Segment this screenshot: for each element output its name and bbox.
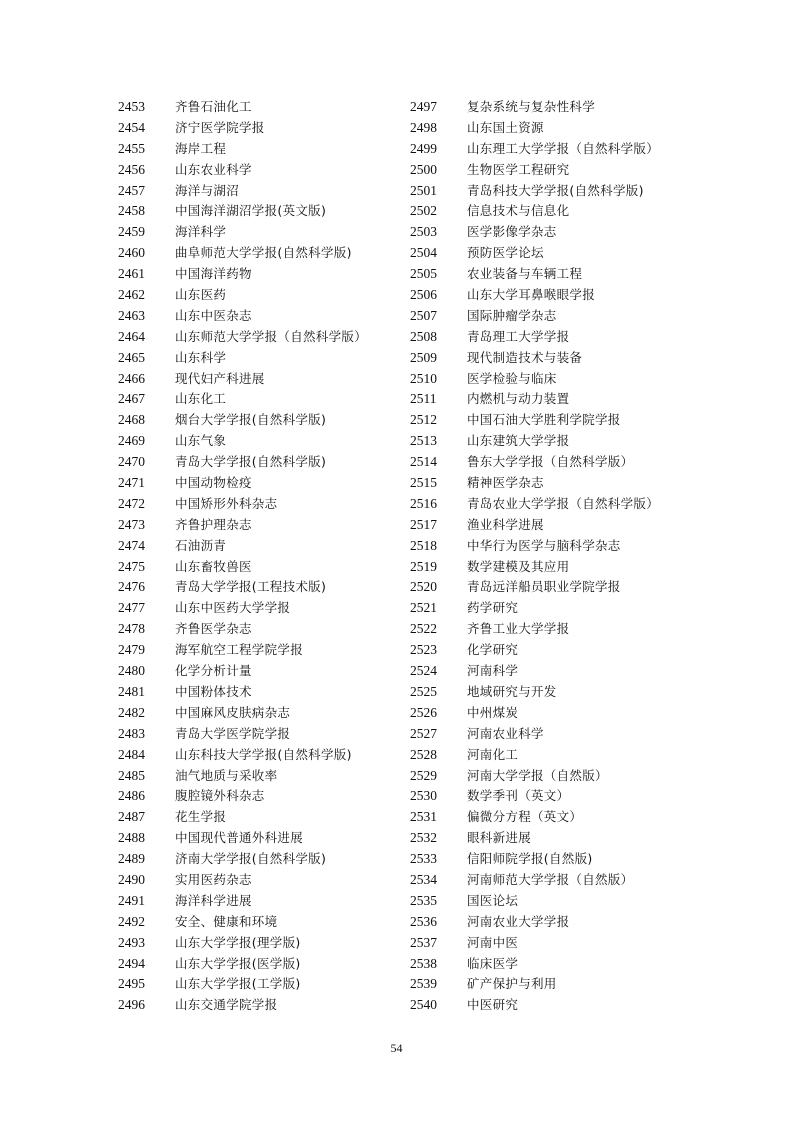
entry-number: 2509 (410, 349, 437, 365)
journal-entry (118, 682, 367, 703)
journal-entry (410, 285, 659, 306)
journal-entry (118, 473, 367, 494)
journal-name: 中国麻风皮肤病杂志 (175, 704, 291, 720)
entry-number: 2512 (410, 412, 437, 428)
journal-name: 山东科学 (175, 349, 227, 365)
journal-name: 数学季刊（英文） (467, 788, 570, 804)
journal-entry (410, 891, 659, 912)
journal-name: 山东中医杂志 (175, 307, 252, 323)
journal-entry (410, 619, 659, 640)
journal-name: 生物医学工程研究 (467, 161, 570, 177)
entry-number: 2495 (118, 976, 145, 992)
journal-name: 青岛科技大学学报(自然科学版) (467, 182, 644, 198)
journal-name: 中医研究 (467, 997, 519, 1013)
journal-name: 河南农业科学 (467, 725, 544, 741)
entry-number: 2473 (118, 516, 145, 532)
journal-entry (118, 160, 367, 181)
entry-number: 2457 (118, 182, 145, 198)
entry-number: 2493 (118, 934, 145, 950)
journal-name: 内燃机与动力装置 (467, 391, 570, 407)
journal-entry (118, 118, 367, 139)
entry-number: 2511 (410, 391, 437, 407)
journal-entry (118, 139, 367, 160)
journal-entry (118, 640, 367, 661)
entry-number: 2540 (410, 997, 437, 1013)
journal-entry (410, 577, 659, 598)
journal-name: 山东国土资源 (467, 119, 544, 135)
journal-entry (118, 995, 367, 1016)
journal-entry (410, 724, 659, 745)
entry-number: 2488 (118, 830, 145, 846)
entry-number: 2458 (118, 203, 145, 219)
journal-name: 青岛大学医学院学报 (175, 725, 291, 741)
entry-number: 2461 (118, 266, 145, 282)
entry-number: 2523 (410, 642, 437, 658)
journal-name: 国医论坛 (467, 892, 519, 908)
journal-name: 山东理工大学学报（自然科学版） (467, 140, 660, 156)
entry-number: 2485 (118, 767, 145, 783)
entry-number: 2490 (118, 871, 145, 887)
journal-name: 齐鲁石油化工 (175, 99, 252, 114)
journal-entry (118, 766, 367, 787)
journal-entry (410, 766, 659, 787)
entry-number: 2535 (410, 892, 437, 908)
entry-number: 2499 (410, 140, 437, 156)
journal-name: 青岛理工大学学报 (467, 328, 570, 344)
journal-name: 河南农业大学学报 (467, 913, 570, 929)
journal-name: 青岛大学学报(工程技术版) (175, 579, 327, 595)
journal-entry (410, 494, 659, 515)
journal-name: 中国动物检疫 (175, 475, 252, 491)
journal-name: 医学检验与临床 (467, 370, 557, 386)
journal-entry (118, 410, 367, 431)
entry-number: 2528 (410, 746, 437, 762)
entry-number: 2492 (118, 913, 145, 929)
entry-number: 2494 (118, 955, 145, 971)
journal-name: 青岛农业大学学报（自然科学版） (467, 495, 660, 511)
journal-entry (410, 933, 659, 954)
entry-number: 2539 (410, 976, 437, 992)
journal-name: 海洋与湖沼 (175, 182, 240, 198)
journal-entry (410, 473, 659, 494)
journal-name: 中国海洋湖沼学报(英文版) (175, 203, 327, 219)
entry-number: 2481 (118, 683, 145, 699)
entry-number: 2486 (118, 788, 145, 804)
journal-entry (410, 974, 659, 995)
journal-name: 齐鲁护理杂志 (175, 516, 252, 532)
entry-number: 2478 (118, 621, 145, 637)
journal-entry (410, 870, 659, 891)
journal-name: 眼科新进展 (467, 830, 532, 846)
journal-name: 地域研究与开发 (467, 683, 557, 699)
entry-number: 2453 (118, 99, 145, 114)
journal-name: 河南科学 (467, 663, 519, 679)
journal-name: 山东大学学报(理学版) (175, 934, 301, 950)
entry-number: 2506 (410, 287, 437, 303)
journal-entry (410, 181, 659, 202)
journal-name: 山东建筑大学学报 (467, 433, 570, 449)
journal-name: 精神医学杂志 (467, 475, 544, 491)
journal-entry (118, 348, 367, 369)
journal-entry (410, 682, 659, 703)
journal-entry (118, 954, 367, 975)
entry-number: 2500 (410, 161, 437, 177)
entry-number: 2527 (410, 725, 437, 741)
entry-number: 2522 (410, 621, 437, 637)
journal-entry (410, 640, 659, 661)
entry-number: 2519 (410, 558, 437, 574)
entry-number: 2516 (410, 495, 437, 511)
journal-entry (118, 431, 367, 452)
journal-name: 中州煤炭 (467, 704, 519, 720)
entry-number: 2480 (118, 663, 145, 679)
journal-name: 中国海洋药物 (175, 266, 252, 282)
entry-number: 2503 (410, 224, 437, 240)
journal-name: 矿产保护与利用 (467, 976, 557, 992)
entry-number: 2498 (410, 119, 437, 135)
journal-name: 现代妇产科进展 (175, 370, 265, 386)
entry-number: 2529 (410, 767, 437, 783)
entry-number: 2462 (118, 287, 145, 303)
entry-number: 2521 (410, 600, 437, 616)
journal-entry (410, 536, 659, 557)
entry-number: 2456 (118, 161, 145, 177)
entry-number: 2477 (118, 600, 145, 616)
journal-entry (118, 557, 367, 578)
entry-number: 2538 (410, 955, 437, 971)
entry-number: 2483 (118, 725, 145, 741)
journal-name: 安全、健康和环境 (175, 913, 278, 929)
journal-entry (118, 661, 367, 682)
journal-entry (118, 285, 367, 306)
journal-name: 中国现代普通外科进展 (175, 830, 304, 846)
entry-number: 2531 (410, 809, 437, 825)
entry-number: 2525 (410, 683, 437, 699)
journal-name: 农业装备与车辆工程 (467, 266, 583, 282)
journal-entry (410, 369, 659, 390)
journal-name: 国际肿瘤学杂志 (467, 307, 557, 323)
journal-name: 中国粉体技术 (175, 683, 252, 699)
entry-number: 2466 (118, 370, 145, 386)
journal-name: 山东农业科学 (175, 161, 252, 177)
journal-entry (118, 703, 367, 724)
journal-entry (118, 452, 367, 473)
journal-name: 临床医学 (467, 955, 519, 971)
journal-entry (410, 807, 659, 828)
entry-number: 2459 (118, 224, 145, 240)
entry-number: 2489 (118, 851, 145, 867)
entry-number: 2472 (118, 495, 145, 511)
journal-entry (410, 849, 659, 870)
entry-number: 2515 (410, 475, 437, 491)
journal-name: 中国石油大学胜利学院学报 (467, 412, 621, 428)
entry-number: 2455 (118, 140, 145, 156)
journal-entry (410, 995, 659, 1016)
journal-name: 中国矫形外科杂志 (175, 495, 278, 511)
entry-number: 2504 (410, 245, 437, 261)
journal-name: 山东化工 (175, 391, 227, 407)
entry-number: 2471 (118, 475, 145, 491)
journal-entry (118, 181, 367, 202)
journal-entry (410, 557, 659, 578)
journal-entry (410, 598, 659, 619)
journal-entry (410, 139, 659, 160)
journal-name: 腹腔镜外科杂志 (175, 788, 265, 804)
journal-name: 山东大学学报(医学版) (175, 955, 301, 971)
journal-name: 济南大学学报(自然科学版) (175, 851, 327, 867)
entry-number: 2536 (410, 913, 437, 929)
journal-name: 化学分析计量 (175, 663, 252, 679)
journal-entry (410, 243, 659, 264)
journal-name: 河南化工 (467, 746, 519, 762)
journal-name: 油气地质与采收率 (175, 767, 278, 783)
journal-name: 现代制造技术与装备 (467, 349, 583, 365)
journal-name: 山东交通学院学报 (175, 997, 278, 1013)
journal-entry (410, 348, 659, 369)
entry-number: 2469 (118, 433, 145, 449)
entry-number: 2475 (118, 558, 145, 574)
journal-name: 济宁医学院学报 (175, 119, 265, 135)
journal-name: 山东医药 (175, 287, 227, 303)
entry-number: 2479 (118, 642, 145, 658)
journal-name: 山东中医药大学学报 (175, 600, 291, 616)
entry-number: 2532 (410, 830, 437, 846)
journal-entry (410, 452, 659, 473)
journal-entry (410, 264, 659, 285)
entry-number: 2467 (118, 391, 145, 407)
entry-number: 2460 (118, 245, 145, 261)
entry-number: 2520 (410, 579, 437, 595)
journal-name: 花生学报 (175, 809, 227, 825)
entry-number: 2502 (410, 203, 437, 219)
journal-name: 海洋科学 (175, 224, 227, 240)
journal-name: 齐鲁医学杂志 (175, 621, 252, 637)
journal-entry (410, 327, 659, 348)
journal-entry (118, 974, 367, 995)
journal-name: 山东畜牧兽医 (175, 558, 252, 574)
journal-entry (118, 577, 367, 598)
journal-entry (118, 891, 367, 912)
journal-entry (118, 515, 367, 536)
journal-name: 河南师范大学学报（自然版） (467, 871, 634, 887)
journal-name: 山东大学耳鼻喉眼学报 (467, 287, 596, 303)
journal-entry (410, 201, 659, 222)
entry-number: 2470 (118, 454, 145, 470)
right-journal-column (410, 97, 659, 1016)
journal-entry (410, 786, 659, 807)
entry-number: 2474 (118, 537, 145, 553)
journal-entry (118, 807, 367, 828)
journal-entry (410, 431, 659, 452)
journal-name: 信息技术与信息化 (467, 203, 570, 219)
entry-number: 2510 (410, 370, 437, 386)
journal-name: 海军航空工程学院学报 (175, 642, 304, 658)
journal-entry (118, 870, 367, 891)
journal-entry (118, 222, 367, 243)
journal-entry (410, 954, 659, 975)
entry-number: 2484 (118, 746, 145, 762)
journal-entry (410, 160, 659, 181)
entry-number: 2517 (410, 516, 437, 532)
entry-number: 2530 (410, 788, 437, 804)
entry-number: 2534 (410, 871, 437, 887)
entry-number: 2524 (410, 663, 437, 679)
journal-entry (118, 619, 367, 640)
journal-entry (118, 724, 367, 745)
journal-entry (410, 389, 659, 410)
journal-entry (118, 536, 367, 557)
journal-entry (410, 118, 659, 139)
entry-number: 2463 (118, 307, 145, 323)
journal-name: 中华行为医学与脑科学杂志 (467, 537, 621, 553)
journal-entry (118, 201, 367, 222)
journal-entry (410, 222, 659, 243)
entry-number: 2497 (410, 99, 437, 114)
journal-entry (118, 369, 367, 390)
journal-name: 渔业科学进展 (467, 516, 544, 532)
journal-name: 鲁东大学学报（自然科学版） (467, 454, 634, 470)
entry-number: 2482 (118, 704, 145, 720)
entry-number: 2464 (118, 328, 145, 344)
journal-name: 河南大学学报（自然版） (467, 767, 608, 783)
entry-number: 2537 (410, 934, 437, 950)
journal-name: 齐鲁工业大学学报 (467, 621, 570, 637)
entry-number: 2476 (118, 579, 145, 595)
journal-entry (118, 933, 367, 954)
journal-name: 青岛大学学报(自然科学版) (175, 454, 327, 470)
journal-name: 医学影像学杂志 (467, 224, 557, 240)
journal-name: 河南中医 (467, 934, 519, 950)
journal-entry (410, 828, 659, 849)
journal-entry (410, 745, 659, 766)
journal-entry (410, 661, 659, 682)
journal-entry (118, 786, 367, 807)
journal-name: 实用医药杂志 (175, 871, 252, 887)
journal-name: 山东大学学报(工学版) (175, 976, 301, 992)
journal-name: 山东师范大学学报（自然科学版） (175, 328, 368, 344)
journal-entry (118, 243, 367, 264)
journal-entry (410, 306, 659, 327)
journal-entry (118, 494, 367, 515)
left-journal-column (118, 97, 367, 1016)
journal-name: 海洋科学进展 (175, 892, 252, 908)
journal-entry (118, 389, 367, 410)
journal-entry (410, 410, 659, 431)
journal-name: 信阳师院学报(自然版) (467, 851, 593, 867)
journal-entry (118, 745, 367, 766)
entry-number: 2508 (410, 328, 437, 344)
entry-number: 2513 (410, 433, 437, 449)
entry-number: 2454 (118, 119, 145, 135)
journal-entry (118, 264, 367, 285)
journal-name: 预防医学论坛 (467, 245, 544, 261)
entry-number: 2507 (410, 307, 437, 323)
journal-name: 化学研究 (467, 642, 519, 658)
journal-entry (118, 828, 367, 849)
journal-entry (410, 912, 659, 933)
journal-entry (118, 327, 367, 348)
entry-number: 2505 (410, 266, 437, 282)
page-number: 54 (390, 1041, 403, 1055)
journal-name: 海岸工程 (175, 140, 227, 156)
entry-number: 2501 (410, 182, 437, 198)
journal-entry (118, 912, 367, 933)
entry-number: 2526 (410, 704, 437, 720)
entry-number: 2487 (118, 809, 145, 825)
journal-name: 石油沥青 (175, 537, 227, 553)
journal-entry (410, 703, 659, 724)
entry-number: 2518 (410, 537, 437, 553)
journal-name: 山东气象 (175, 433, 227, 449)
journal-name: 曲阜师范大学学报(自然科学版) (175, 245, 352, 261)
entry-number: 2533 (410, 851, 437, 867)
journal-name: 复杂系统与复杂性科学 (467, 99, 596, 114)
journal-name: 数学建模及其应用 (467, 558, 570, 574)
journal-name: 青岛远洋船员职业学院学报 (467, 579, 621, 595)
journal-name: 山东科技大学学报(自然科学版) (175, 746, 352, 762)
journal-entry (410, 97, 659, 118)
entry-number: 2496 (118, 997, 145, 1013)
entry-number: 2468 (118, 412, 145, 428)
entry-number: 2491 (118, 892, 145, 908)
entry-number: 2514 (410, 454, 437, 470)
journal-entry (118, 598, 367, 619)
journal-entry (118, 97, 367, 118)
journal-name: 药学研究 (467, 600, 519, 616)
journal-name: 偏微分方程（英文） (467, 809, 583, 825)
journal-entry (118, 306, 367, 327)
journal-entry (410, 515, 659, 536)
journal-name: 烟台大学学报(自然科学版) (175, 412, 327, 428)
journal-entry (118, 849, 367, 870)
entry-number: 2465 (118, 349, 145, 365)
